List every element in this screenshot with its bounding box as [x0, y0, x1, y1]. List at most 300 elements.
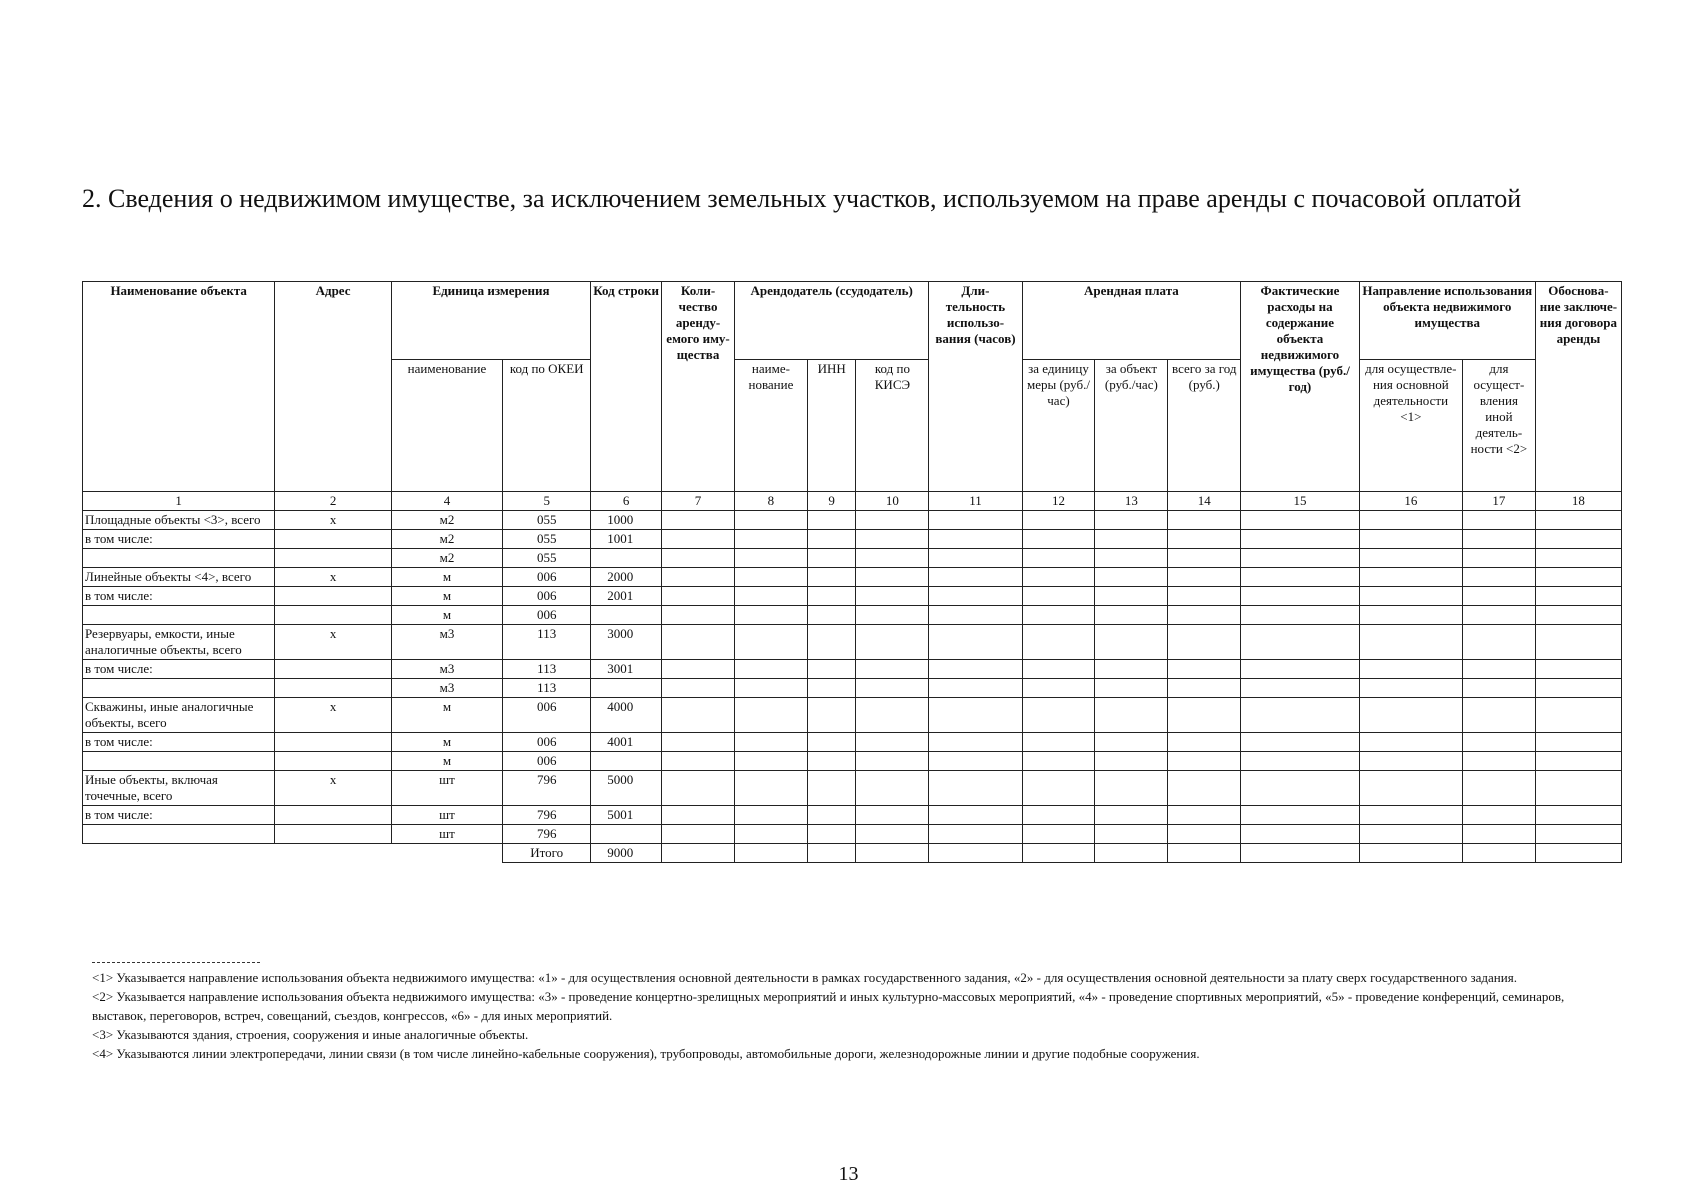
cell-unit: м3 [391, 660, 502, 679]
cell-address: х [275, 771, 391, 806]
cell-code: 1001 [591, 530, 662, 549]
table-row [83, 511, 1622, 530]
empty-cell [1022, 752, 1095, 771]
empty-cell [1359, 844, 1462, 863]
empty-cell [1022, 679, 1095, 698]
empty-cell [1168, 660, 1241, 679]
header-rent-per-unit: за единицу меры (руб./час) [1022, 360, 1095, 492]
cell-name: Скважины, иные аналогичные объекты, всего [83, 698, 275, 733]
empty-cell [807, 771, 856, 806]
cell-name [83, 825, 275, 844]
header-duration: Дли- тельность использо- вания (часов) [929, 282, 1022, 492]
empty-cell [1359, 660, 1462, 679]
header-rent-per-object: за объект (руб./час) [1095, 360, 1168, 492]
cell-address [275, 660, 391, 679]
empty-cell [662, 698, 735, 733]
empty-cell [662, 806, 735, 825]
empty-cell [662, 752, 735, 771]
empty-cell [856, 625, 929, 660]
empty-cell [1022, 660, 1095, 679]
header-lessor: Арендодатель (ссудодатель) [734, 282, 928, 360]
column-number: 11 [929, 492, 1022, 511]
column-number: 5 [503, 492, 591, 511]
empty-cell [1095, 530, 1168, 549]
empty-cell [1168, 806, 1241, 825]
empty-cell [1022, 806, 1095, 825]
column-number: 18 [1535, 492, 1621, 511]
empty-cell [1241, 587, 1359, 606]
cell-okei: 055 [503, 511, 591, 530]
cell-unit: м [391, 733, 502, 752]
cell-okei: 006 [503, 568, 591, 587]
empty-cell [807, 806, 856, 825]
empty-cell [1168, 733, 1241, 752]
cell-okei: 006 [503, 698, 591, 733]
footnote-3: <3> Указываются здания, строения, сооружения и иные аналогичные объекты. [92, 1027, 529, 1042]
empty-cell [929, 625, 1022, 660]
empty-cell [1535, 625, 1621, 660]
empty-cell [1022, 733, 1095, 752]
cell-unit: м [391, 568, 502, 587]
empty-cell [734, 530, 807, 549]
cell-okei: 006 [503, 587, 591, 606]
cell-address [275, 530, 391, 549]
rental-property-table [82, 281, 1622, 863]
empty-cell [1462, 679, 1535, 698]
empty-cell [856, 568, 929, 587]
footnote-1: <1> Указывается направление использования объекта недвижимого имущества: «1» - для осуществления основной деятельности в рамках государственного задания, «2» - для осуществления основной деятельности за плату сверх государственного задания. [92, 970, 1517, 985]
cell-code [591, 752, 662, 771]
empty-cell [734, 733, 807, 752]
cell-okei: 006 [503, 606, 591, 625]
header-name: Наименование объекта [83, 282, 275, 492]
cell-name: Иные объекты, включая точечные, всего [83, 771, 275, 806]
empty-cell [662, 733, 735, 752]
empty-cell [734, 771, 807, 806]
empty-cell [1168, 844, 1241, 863]
column-number: 6 [591, 492, 662, 511]
empty-cell [662, 549, 735, 568]
empty-cell [807, 625, 856, 660]
empty-cell [734, 568, 807, 587]
cell-address [275, 549, 391, 568]
cell-unit: м3 [391, 679, 502, 698]
table-row [83, 771, 1622, 806]
header-rent: Арендная плата [1022, 282, 1241, 360]
empty-cell [1241, 511, 1359, 530]
cell-okei: 113 [503, 625, 591, 660]
empty-cell [1168, 771, 1241, 806]
empty-cell [1535, 511, 1621, 530]
cell-address [275, 679, 391, 698]
header-quantity: Коли- чество аренду- емого иму- щества [662, 282, 735, 492]
empty-cell [1095, 679, 1168, 698]
cell-unit: шт [391, 771, 502, 806]
cell-code: 1000 [591, 511, 662, 530]
column-number: 2 [275, 492, 391, 511]
empty-cell [929, 511, 1022, 530]
section-heading: 2. Сведения о недвижимом имуществе, за исключением земельных участков, используемом на праве аренды с почасовой оплатой [82, 184, 1522, 213]
empty-cell [1241, 733, 1359, 752]
empty-cell [1359, 806, 1462, 825]
cell-name: в том числе: [83, 806, 275, 825]
empty-cell [1359, 752, 1462, 771]
empty-cell [856, 587, 929, 606]
empty-cell [1462, 530, 1535, 549]
cell-address [275, 587, 391, 606]
empty-cell [929, 530, 1022, 549]
empty-cell [807, 587, 856, 606]
empty-cell [1462, 587, 1535, 606]
table-row [83, 530, 1622, 549]
empty-cell [734, 698, 807, 733]
header-lessor-name: наиме- нование [734, 360, 807, 492]
cell-unit: м [391, 606, 502, 625]
table-row [83, 806, 1622, 825]
cell-address: х [275, 698, 391, 733]
cell-okei: 796 [503, 825, 591, 844]
empty-cell [807, 844, 856, 863]
empty-cell [929, 806, 1022, 825]
empty-cell [929, 771, 1022, 806]
table-row [83, 752, 1622, 771]
empty-cell [1359, 549, 1462, 568]
empty-cell [662, 660, 735, 679]
empty-cell [1535, 587, 1621, 606]
cell-unit: м2 [391, 549, 502, 568]
empty-cell [807, 606, 856, 625]
empty-cell [1462, 825, 1535, 844]
total-row [83, 844, 1622, 863]
total-code: 9000 [591, 844, 662, 863]
cell-okei: 113 [503, 679, 591, 698]
cell-unit: м3 [391, 625, 502, 660]
cell-name: в том числе: [83, 660, 275, 679]
empty-cell [856, 530, 929, 549]
empty-cell [1535, 679, 1621, 698]
empty-cell [1359, 679, 1462, 698]
empty-cell [734, 587, 807, 606]
cell-address [275, 752, 391, 771]
cell-name: в том числе: [83, 587, 275, 606]
header-address: Адрес [275, 282, 391, 492]
header-rent-total: всего за год (руб.) [1168, 360, 1241, 492]
header-lessor-kise: код по КИСЭ [856, 360, 929, 492]
empty-cell [1241, 679, 1359, 698]
empty-cell [1535, 530, 1621, 549]
empty-cell [856, 511, 929, 530]
empty-cell [1095, 698, 1168, 733]
column-number: 1 [83, 492, 275, 511]
column-number: 14 [1168, 492, 1241, 511]
empty-cell [1022, 568, 1095, 587]
empty-cell [929, 698, 1022, 733]
empty-cell [807, 660, 856, 679]
cell-address [275, 733, 391, 752]
empty-cell [856, 698, 929, 733]
empty-cell [929, 549, 1022, 568]
empty-cell [1462, 698, 1535, 733]
empty-cell [807, 511, 856, 530]
empty-cell [734, 679, 807, 698]
column-number: 7 [662, 492, 735, 511]
empty-cell [1168, 752, 1241, 771]
cell-unit: м2 [391, 511, 502, 530]
empty-cell [856, 733, 929, 752]
table-row [83, 606, 1622, 625]
column-numbers-row [83, 492, 1622, 511]
column-number: 13 [1095, 492, 1168, 511]
empty-cell [1462, 844, 1535, 863]
footnote-divider [92, 962, 260, 963]
empty-cell [1168, 549, 1241, 568]
empty-cell [929, 660, 1022, 679]
empty-cell [1535, 771, 1621, 806]
empty-cell [1095, 825, 1168, 844]
empty-cell [1022, 606, 1095, 625]
cell-code: 2000 [591, 568, 662, 587]
table-row [83, 733, 1622, 752]
empty-cell [1241, 806, 1359, 825]
empty-cell [807, 752, 856, 771]
empty-cell [929, 587, 1022, 606]
cell-unit: м [391, 752, 502, 771]
column-number: 9 [807, 492, 856, 511]
empty-cell [807, 733, 856, 752]
empty-cell [662, 844, 735, 863]
cell-code: 2001 [591, 587, 662, 606]
empty-cell [929, 752, 1022, 771]
empty-cell [1095, 568, 1168, 587]
header-unit: Единица измерения [391, 282, 590, 360]
cell-code [591, 825, 662, 844]
empty-cell [1535, 660, 1621, 679]
empty-cell [1022, 625, 1095, 660]
cell-unit: м2 [391, 530, 502, 549]
empty-cell [1462, 771, 1535, 806]
empty-cell [856, 806, 929, 825]
empty-cell [1168, 587, 1241, 606]
table-row [83, 698, 1622, 733]
empty-cell [1535, 825, 1621, 844]
empty-cell [1095, 733, 1168, 752]
column-number: 16 [1359, 492, 1462, 511]
empty-cell [662, 587, 735, 606]
cell-address: х [275, 625, 391, 660]
empty-cell [734, 825, 807, 844]
empty-cell [1462, 568, 1535, 587]
table-row [83, 825, 1622, 844]
empty-cell [1535, 844, 1621, 863]
empty-cell [1535, 606, 1621, 625]
empty-cell [1241, 771, 1359, 806]
empty-cell [807, 549, 856, 568]
empty-cell [1462, 511, 1535, 530]
cell-name [83, 679, 275, 698]
empty-cell [1535, 806, 1621, 825]
cell-code: 4000 [591, 698, 662, 733]
empty-cell [856, 606, 929, 625]
empty-cell [734, 752, 807, 771]
cell-okei: 006 [503, 752, 591, 771]
table-row [83, 679, 1622, 698]
empty-cell [1168, 698, 1241, 733]
table-row [83, 568, 1622, 587]
empty-cell [856, 549, 929, 568]
empty-cell [929, 844, 1022, 863]
cell-code: 4001 [591, 733, 662, 752]
empty-cell [807, 825, 856, 844]
column-number: 12 [1022, 492, 1095, 511]
cell-code: 3000 [591, 625, 662, 660]
cell-unit: м [391, 698, 502, 733]
empty-cell [734, 606, 807, 625]
empty-cell [662, 825, 735, 844]
empty-cell [1095, 587, 1168, 606]
empty-cell [929, 568, 1022, 587]
column-number: 4 [391, 492, 502, 511]
empty-cell [1095, 771, 1168, 806]
cell-name: Линейные объекты <4>, всего [83, 568, 275, 587]
header-unit-okei: код по ОКЕИ [503, 360, 591, 492]
empty-cell [1359, 733, 1462, 752]
empty-cell [662, 625, 735, 660]
empty-cell [1022, 549, 1095, 568]
empty-cell [1022, 771, 1095, 806]
empty-cell [662, 679, 735, 698]
empty-cell [1241, 660, 1359, 679]
cell-okei: 055 [503, 549, 591, 568]
cell-okei: 006 [503, 733, 591, 752]
empty-cell [662, 511, 735, 530]
header-row-code: Код строки [591, 282, 662, 492]
empty-cell [1359, 825, 1462, 844]
empty-cell [1359, 606, 1462, 625]
empty-cell [734, 549, 807, 568]
empty-cell [1022, 511, 1095, 530]
empty-cell [1241, 606, 1359, 625]
empty-cell [856, 660, 929, 679]
table-row [83, 587, 1622, 606]
cell-address: х [275, 511, 391, 530]
cell-code: 5001 [591, 806, 662, 825]
empty-cell [1095, 549, 1168, 568]
column-number: 17 [1462, 492, 1535, 511]
cell-name: Площадные объекты <3>, всего [83, 511, 275, 530]
empty-cell [1462, 733, 1535, 752]
cell-address [275, 825, 391, 844]
page-number: 13 [838, 1163, 859, 1185]
cell-code [591, 606, 662, 625]
empty-cell [1535, 549, 1621, 568]
empty-cell [662, 771, 735, 806]
empty-cell [1168, 625, 1241, 660]
empty-cell [1462, 752, 1535, 771]
empty-cell [1535, 752, 1621, 771]
header-direction-main: для осуществле- ния основной деятельности <1> [1359, 360, 1462, 492]
cell-okei: 055 [503, 530, 591, 549]
empty-cell [1168, 530, 1241, 549]
cell-name: в том числе: [83, 530, 275, 549]
empty-cell [734, 511, 807, 530]
empty-cell [734, 660, 807, 679]
cell-address [275, 606, 391, 625]
empty-cell [1168, 606, 1241, 625]
empty-cell [1095, 806, 1168, 825]
footnotes [92, 962, 1592, 1063]
empty-cell [1462, 606, 1535, 625]
empty-cell [1241, 530, 1359, 549]
empty-cell [1241, 752, 1359, 771]
empty-cell [929, 679, 1022, 698]
empty-cell [856, 679, 929, 698]
empty-cell [807, 698, 856, 733]
empty-cell [1241, 844, 1359, 863]
empty-cell [1241, 568, 1359, 587]
header-unit-name: наименование [391, 360, 502, 492]
cell-name: в том числе: [83, 733, 275, 752]
empty-cell [1359, 511, 1462, 530]
cell-okei: 796 [503, 806, 591, 825]
header-expenses: Фактические расходы на содержание объекта недвижимого имущества (руб./год) [1241, 282, 1359, 492]
empty-cell [929, 606, 1022, 625]
table-row [83, 549, 1622, 568]
cell-code [591, 549, 662, 568]
empty-cell [856, 771, 929, 806]
empty-cell [662, 606, 735, 625]
empty-cell [1462, 625, 1535, 660]
empty-cell [734, 806, 807, 825]
header-direction-other: для осущест- вления иной деятель- ности <2> [1462, 360, 1535, 492]
empty-cell [807, 568, 856, 587]
empty-cell [856, 752, 929, 771]
total-label: Итого [503, 844, 591, 863]
empty-cell [1095, 511, 1168, 530]
empty-cell [1022, 844, 1095, 863]
empty-cell [1241, 625, 1359, 660]
empty-cell [856, 844, 929, 863]
empty-cell [1359, 587, 1462, 606]
cell-name [83, 606, 275, 625]
table-row [83, 625, 1622, 660]
empty-cell [662, 530, 735, 549]
table-row [83, 660, 1622, 679]
header-basis: Обоснова- ние заключе- ния договора аренды [1535, 282, 1621, 492]
empty-cell [1022, 825, 1095, 844]
total-spacer [83, 844, 503, 863]
empty-cell [1168, 568, 1241, 587]
empty-cell [1462, 549, 1535, 568]
cell-name: Резервуары, емкости, иные аналогичные объекты, всего [83, 625, 275, 660]
empty-cell [1359, 625, 1462, 660]
empty-cell [662, 568, 735, 587]
cell-unit: шт [391, 825, 502, 844]
column-number: 10 [856, 492, 929, 511]
empty-cell [807, 679, 856, 698]
cell-name [83, 549, 275, 568]
cell-okei: 113 [503, 660, 591, 679]
empty-cell [1535, 733, 1621, 752]
footnote-4: <4> Указываются линии электропередачи, линии связи (в том числе линейно-кабельные сооружения), трубопроводы, автомобильные дороги, железнодорожные линии и другие подобные сооружения. [92, 1046, 1200, 1061]
cell-unit: шт [391, 806, 502, 825]
cell-code: 3001 [591, 660, 662, 679]
cell-name [83, 752, 275, 771]
empty-cell [1241, 698, 1359, 733]
cell-code: 5000 [591, 771, 662, 806]
footnote-2: <2> Указывается направление использования объекта недвижимого имущества: «3» - проведение концертно-зрелищных мероприятий и иных культурно-массовых мероприятий, «4» - проведение спортивных мероприятий, «5» - проведение конференций, семинаров, выставок, переговоров, встреч, совещаний, съездов, конгрессов, «6» - для иных мероприятий. [92, 989, 1565, 1023]
empty-cell [807, 530, 856, 549]
column-number: 8 [734, 492, 807, 511]
